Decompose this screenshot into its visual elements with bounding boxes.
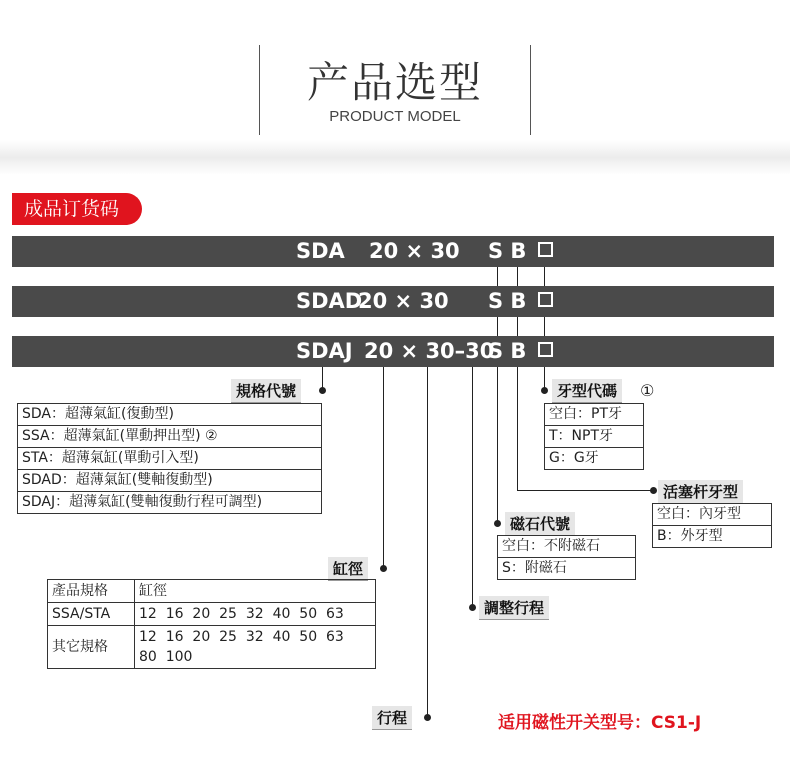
bore-header-spec: 產品規格 bbox=[48, 580, 135, 603]
leader-dot bbox=[424, 714, 431, 721]
bore-label: 缸徑 bbox=[328, 557, 368, 581]
code-size: 20 × 30 bbox=[369, 239, 460, 263]
adjust-label: 調整行程 bbox=[479, 596, 549, 620]
connector-line bbox=[497, 267, 498, 286]
bore-row-spec: 其它規格 bbox=[48, 626, 135, 669]
leader-dot bbox=[319, 387, 326, 394]
code-size: 20 × 30–30 bbox=[364, 339, 495, 363]
bore-row-values: 12 16 20 25 32 40 50 63 bbox=[139, 629, 344, 645]
stroke-label: 行程 bbox=[372, 706, 412, 730]
connector-line bbox=[544, 317, 545, 336]
bore-row-values-cell bbox=[135, 626, 376, 669]
spec-label: 規格代號 bbox=[231, 379, 301, 403]
switch-note: 适用磁性开关型号：CS1-J bbox=[498, 713, 702, 733]
spec-option: STA：超薄氣缸(單動引入型) bbox=[18, 448, 321, 470]
leader-dot bbox=[469, 604, 476, 611]
magnet-label: 磁石代號 bbox=[505, 512, 575, 536]
connector-line bbox=[517, 317, 518, 336]
code-suffix: S B bbox=[488, 289, 527, 313]
code-suffix: S B bbox=[488, 339, 527, 363]
spec-options-box bbox=[17, 403, 322, 514]
placeholder-box bbox=[538, 342, 553, 357]
code-series: SDA bbox=[296, 239, 345, 263]
rod-option: B：外牙型 bbox=[657, 528, 723, 544]
bore-header-size: 缸徑 bbox=[135, 580, 376, 603]
leader-dot bbox=[650, 487, 657, 494]
leader-dot bbox=[541, 387, 548, 394]
rod-option: 空白：內牙型 bbox=[653, 504, 771, 526]
leader-stroke bbox=[427, 367, 428, 718]
thread-option: T：NPT牙 bbox=[545, 426, 643, 448]
code-bar-sdaj bbox=[12, 336, 774, 367]
leader-dot bbox=[494, 520, 501, 527]
spec-option: SDAD：超薄氣缸(雙軸復動型) bbox=[18, 470, 321, 492]
magnet-options-box bbox=[497, 535, 636, 580]
page-subtitle: PRODUCT MODEL bbox=[329, 108, 461, 125]
spec-option: SSA：超薄氣缸(單動押出型) ② bbox=[18, 426, 321, 448]
code-suffix: S B bbox=[488, 239, 527, 263]
thread-options-box bbox=[544, 403, 644, 470]
placeholder-box bbox=[538, 242, 553, 257]
code-series: SDAJ bbox=[296, 339, 353, 363]
thread-label: 牙型代碼 bbox=[552, 379, 622, 403]
spec-option: SDA：超薄氣缸(復動型) bbox=[18, 404, 321, 426]
bore-row-spec: SSA/STA bbox=[48, 603, 135, 626]
rod-label: 活塞杆牙型 bbox=[658, 480, 743, 504]
connector-line bbox=[497, 317, 498, 336]
code-series: SDAD bbox=[296, 289, 363, 313]
connector-line bbox=[517, 267, 518, 286]
leader-adjust bbox=[472, 367, 473, 608]
leader-rod bbox=[517, 367, 518, 491]
leader-magnet bbox=[497, 367, 498, 524]
code-size: 20 × 30 bbox=[358, 289, 449, 313]
section-badge: 成品订货码 bbox=[12, 193, 142, 225]
leader-dot bbox=[380, 565, 387, 572]
code-bar-sda bbox=[12, 236, 774, 267]
thread-option: G：G牙 bbox=[549, 450, 599, 466]
magnet-option: S：附磁石 bbox=[502, 560, 567, 576]
bore-row-values-extra: 80 100 bbox=[139, 649, 193, 665]
magnet-option: 空白：不附磁石 bbox=[498, 536, 635, 558]
placeholder-box bbox=[538, 292, 553, 307]
rod-options-box bbox=[652, 503, 772, 548]
bore-table bbox=[47, 579, 376, 669]
leader-rod-h bbox=[517, 490, 653, 491]
thread-note: ① bbox=[640, 381, 655, 400]
page-title: 产品选型 bbox=[306, 58, 483, 107]
spec-option: SDAJ：超薄氣缸(雙軸復動行程可調型) bbox=[22, 494, 263, 510]
leader-bore bbox=[383, 367, 384, 569]
connector-line bbox=[544, 267, 545, 286]
bore-row-values: 12 16 20 25 32 40 50 63 bbox=[135, 603, 376, 626]
thread-option: 空白：PT牙 bbox=[545, 404, 643, 426]
code-bar-sdad bbox=[12, 286, 774, 317]
